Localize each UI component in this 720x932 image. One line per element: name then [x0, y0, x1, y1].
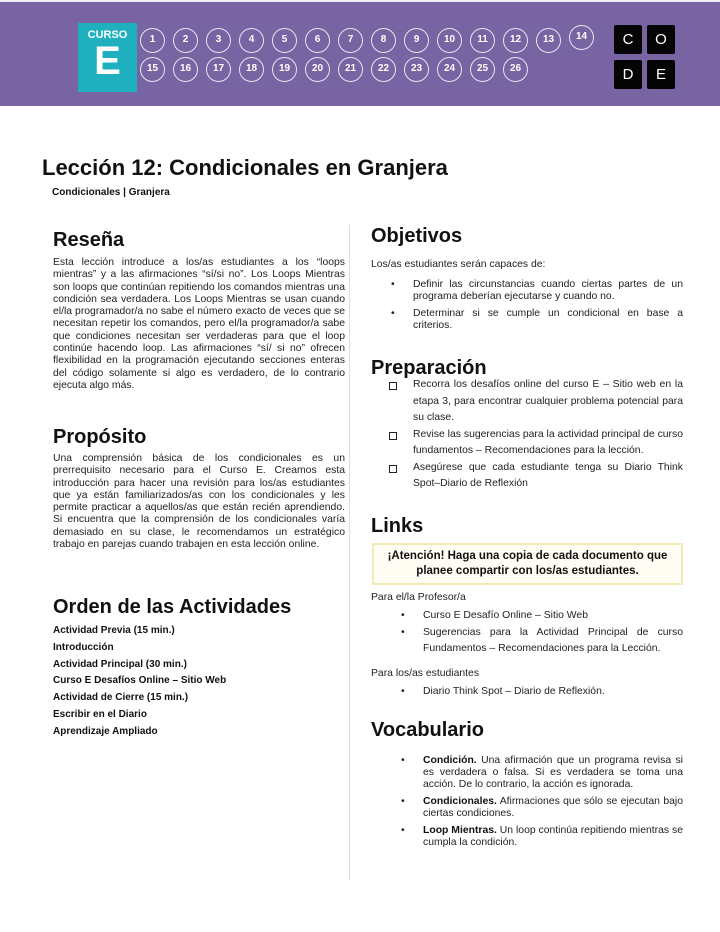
bullet-icon: • [401, 626, 405, 638]
bullet-icon: • [391, 308, 395, 319]
logo-letter: C [614, 25, 642, 54]
student-links-label: Para los/as estudiantes [371, 668, 480, 679]
vocabulary-item [401, 825, 683, 849]
resena-heading: Reseña [53, 229, 125, 251]
lesson-link[interactable]: 5 [272, 28, 297, 53]
lesson-link[interactable]: 22 [371, 57, 396, 82]
bullet-icon: • [391, 279, 395, 290]
bullet-icon: • [401, 686, 405, 697]
lesson-link[interactable]: 26 [503, 57, 528, 82]
list-item [401, 684, 683, 701]
list-item-text: Asegúrese que cada estudiante tenga su Diario Think Spot–Diario de Reflexión [413, 461, 683, 489]
course-label: CURSO [87, 29, 128, 41]
column-divider [349, 225, 350, 880]
activity-list [53, 625, 226, 743]
orden-heading: Orden de las Actividades [53, 596, 292, 618]
logo-letter: E [647, 60, 675, 89]
checkbox-icon [389, 382, 397, 390]
page-title: Lección 12: Condicionales en Granjera [42, 155, 448, 180]
attention-callout: ¡Atención! Haga una copia de cada documento que planee compartir con los/as estudiantes. [372, 543, 683, 585]
list-item-text: Determinar si se cumple un condicional en base a criterios. [413, 308, 683, 331]
teacher-links-label: Para el/la Profesor/a [371, 592, 466, 603]
course-letter: E [94, 39, 121, 83]
preparacion-heading: Preparación [371, 357, 487, 379]
vocabulary-list [401, 755, 683, 854]
vocabulary-term: Condicionales. [423, 796, 497, 807]
objetivos-list [391, 279, 683, 337]
logo-letter: D [614, 60, 642, 89]
proposito-heading: Propósito [53, 426, 147, 448]
lesson-link[interactable]: 7 [338, 28, 363, 53]
lesson-link[interactable]: 15 [140, 57, 165, 82]
list-item-text: Sugerencias para la Actividad Principal de curso Fundamentos – Recomendaciones para la Lección. [423, 626, 683, 654]
resena-body: Esta lección introduce a los/as estudiantes a los “loops mientras” y a las afirmaciones “sí/si no”. Los Loops Mientras son loops que continúan repitiendo los comandos mientras una condición sea verdadera. Los Loops Mientras se usan cuando el/la programador/a no sabe el número exacto de veces que se necesitan repetir los comandos, pero el/la programador/a sabe que condiciones necesitan ser verdaderas para que el loop continúe hacendo loop. Las afirmaciones “sí/ si no” ofrecen flexibilidad en la programación ejecutando secciones enteras del código solamente si algo es verdadero, de lo contrario ejecuta algo más. [53, 257, 345, 391]
activity-item: Actividad Previa (15 min.) [53, 625, 175, 636]
list-item-text: Revise las sugerencias para la actividad principal de curso fundamentos – Recomendaciones para la lección. [413, 428, 683, 456]
bullet-icon: • [401, 796, 405, 807]
teacher-links-list [401, 608, 683, 658]
vocabulary-term: Loop Mientras. [423, 825, 497, 836]
vocabulario-heading: Vocabulario [371, 719, 484, 741]
bullet-icon: • [401, 755, 405, 766]
logo-letter: O [647, 25, 675, 54]
lesson-link[interactable]: 20 [305, 57, 330, 82]
list-item-text: Recorra los desafíos online del curso E – Sitio web en la etapa 3, para encontrar cualquier problema potencial para su clase. [413, 379, 683, 423]
lesson-link[interactable]: 6 [305, 28, 330, 53]
bullet-icon: • [401, 825, 405, 836]
code-logo [614, 25, 676, 90]
preparacion-checklist [413, 377, 683, 493]
lesson-link[interactable]: 21 [338, 57, 363, 82]
lesson-link[interactable]: 18 [239, 57, 264, 82]
vocabulary-definition: Un loop continúa repitiendo mientras se cumpla la condición. [423, 825, 683, 848]
list-item [391, 279, 683, 303]
lesson-link[interactable]: 10 [437, 28, 462, 53]
activity-item: Aprendizaje Ampliado [53, 725, 158, 737]
lesson-link[interactable]: 17 [206, 57, 231, 82]
lesson-link[interactable]: 1 [140, 28, 165, 53]
links-heading: Links [371, 515, 424, 537]
lesson-link[interactable]: 8 [371, 28, 396, 53]
checkbox-icon [389, 465, 397, 473]
lesson-link[interactable]: 2 [173, 28, 198, 53]
lesson-link[interactable]: 25 [470, 57, 495, 82]
vocabulary-definition: Una afirmación que un programa revisa si es verdadera o falsa. Si es verdadera se toma una acción. De lo contrario, la acción es ignorada. [423, 755, 683, 790]
lesson-link[interactable]: 16 [173, 57, 198, 82]
list-item [413, 427, 683, 460]
vocabulary-item [401, 755, 683, 791]
objetivos-intro: Los/as estudiantes serán capaces de: [371, 259, 546, 270]
vocabulary-definition: Afirmaciones que sólo se ejecutan bajo ciertas condiciones. [423, 796, 683, 819]
list-item [413, 460, 683, 493]
activity-item: Actividad de Cierre (15 min.) [53, 692, 189, 704]
list-item [391, 308, 683, 332]
lesson-link[interactable]: 24 [437, 57, 462, 82]
lesson-link[interactable]: 12 [503, 28, 528, 53]
student-links-list [401, 684, 683, 701]
list-item-text: Definir las circunstancias cuando ciertas partes de un programa deberían ejecutarse y cuando no. [413, 279, 683, 302]
course-header-banner [0, 0, 720, 106]
list-item [413, 377, 683, 427]
list-item-text: Curso E Desafío Online – Sitio Web [423, 610, 588, 621]
list-item-text: Diario Think Spot – Diario de Reflexión. [423, 686, 605, 697]
lesson-link[interactable]: 3 [206, 28, 231, 53]
lesson-link[interactable]: 19 [272, 57, 297, 82]
activity-item: Escribir en el Diario [53, 708, 147, 720]
course-badge [78, 23, 137, 92]
page-subtitle: Condicionales | Granjera [52, 187, 170, 198]
lesson-link[interactable]: 9 [404, 28, 429, 53]
vocabulary-item [401, 796, 683, 820]
list-item [401, 625, 683, 658]
activity-item: Actividad Principal (30 min.) [53, 658, 187, 670]
activity-item: Introducción [53, 641, 114, 653]
checkbox-icon [389, 432, 397, 440]
activity-item: Curso E Desafíos Online – Sitio Web [53, 675, 227, 687]
lesson-link[interactable]: 4 [239, 28, 264, 53]
lesson-link[interactable]: 14 [569, 25, 594, 50]
lesson-link[interactable]: 13 [536, 28, 561, 53]
proposito-body: Una comprensión básica de los condicionales es un prerrequisito necesario para el Curso E. Creamos esta introducción para hacer una revisión para los/as estudiantes que ya están familiarizados/as con los condicionales y les permite practicar a aquellos/as que están recién aprendiendo. Si encuentra que la comprensión de los condicionales varía demasiado en su clase, le recomendamos un estratégico trabajo en parejas cuando trabajen en esta lección online. [53, 453, 345, 551]
lesson-link[interactable]: 23 [404, 57, 429, 82]
vocabulary-term: Condición. [423, 755, 477, 766]
list-item [401, 608, 683, 625]
lesson-link[interactable]: 11 [470, 28, 495, 53]
bullet-icon: • [401, 610, 405, 621]
objetivos-heading: Objetivos [371, 225, 463, 247]
